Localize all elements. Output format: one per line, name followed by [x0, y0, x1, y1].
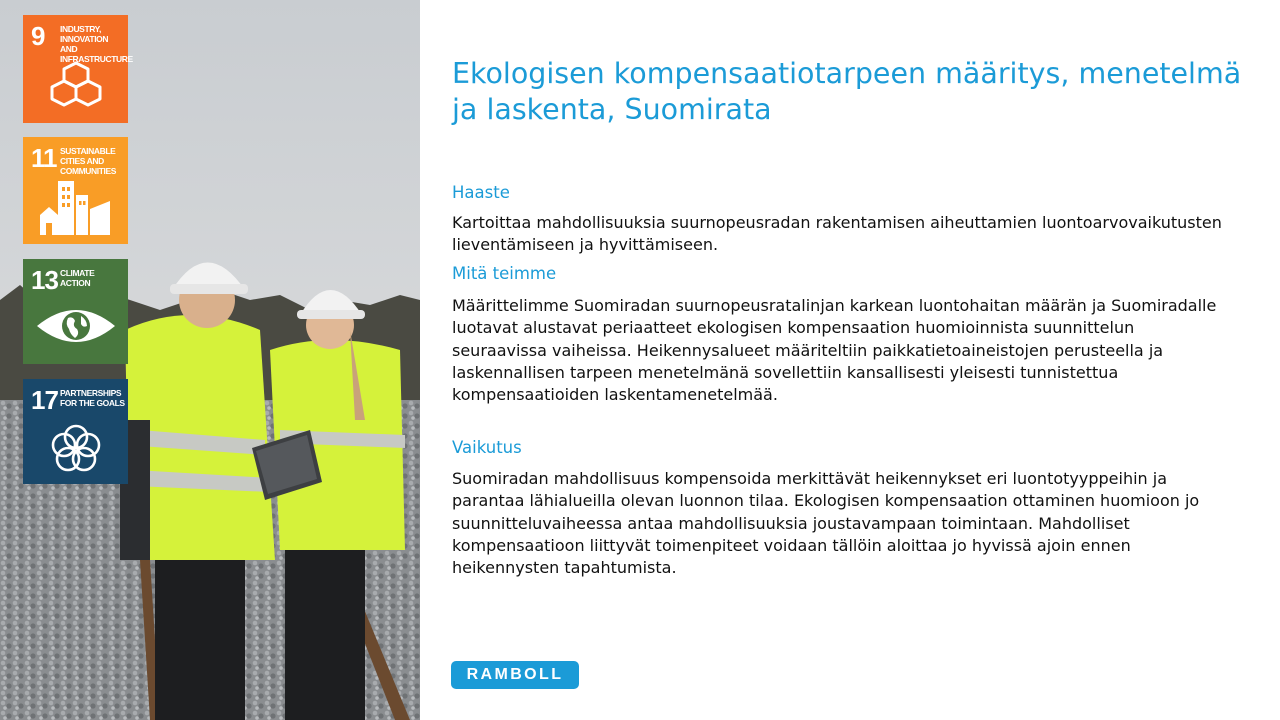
sdg-number: 9 — [31, 21, 45, 51]
interlocking-rings-icon — [46, 419, 106, 479]
sdg-tile-17 — [23, 379, 128, 484]
section-heading-challenge: Haaste — [452, 183, 510, 202]
sdg-number: 11 — [31, 143, 57, 173]
sdg-label: CLIMATE ACTION — [60, 268, 95, 288]
section-body-what-we-did: Määrittelimme Suomiradan suurnopeusratalinjan karkean luontohaitan määrän ja Suomiradalle luotavat alustavat periaatteet ekologisen kompensaation huomioinnista suunnittelun seuraavissa vaiheissa. Heikennysalueet määriteltiin paikkatietoaineistojen perusteella ja laskennallisen tarpeen menetelmänä sovellettiin kansallisesti yleisesti tunnistettua kompensaatioiden laskentamenetelmää. — [452, 296, 1217, 405]
sdg-number: 17 — [31, 385, 58, 415]
city-buildings-icon — [38, 179, 112, 237]
section-body-impact: Suomiradan mahdollisuus kompensoida merkittävät heikennykset eri luontotyyppeihin ja parantaa lähialueilla olevan luonnon tilaa. Ekologisen kompensaation ottaminen huomioon jo suunnitteluvaiheessa antaa mahdollisuuksia joustavampaan toimintaan. Mahdolliset kompensaatioon liittyvät toimenpiteet voidaan tällöin aloittaa jo hyvissä ajoin ennen heikennysten tapahtumista. — [452, 469, 1200, 578]
sdg-number: 13 — [31, 265, 58, 295]
cubes-icon — [48, 59, 104, 115]
page-title: Ekologisen kompensaatiotarpeen määritys, menetelmä ja laskenta, Suomirata — [452, 57, 1242, 126]
section-body-challenge: Kartoittaa mahdollisuuksia suurnopeusradan rakentamisen aiheuttamien luontoarvovaikutusten lieventämiseen ja hyvittämiseen. — [452, 213, 1222, 255]
ramboll-logo: RAMBOLL — [451, 661, 579, 689]
sdg-tile-11 — [23, 137, 128, 244]
sdg-tile-13 — [23, 259, 128, 364]
sdg-label: SUSTAINABLE CITIES AND COMMUNITIES — [60, 146, 117, 176]
section-heading-what-we-did: Mitä teimme — [452, 264, 557, 283]
eye-globe-icon — [35, 304, 117, 348]
sdg-tile-9 — [23, 15, 133, 123]
sdg-label: PARTNERSHIPS FOR THE GOALS — [60, 388, 125, 408]
section-heading-impact: Vaikutus — [452, 438, 522, 457]
sdg-label: INDUSTRY, INNOVATION AND INFRASTRUCTURE — [60, 24, 133, 64]
